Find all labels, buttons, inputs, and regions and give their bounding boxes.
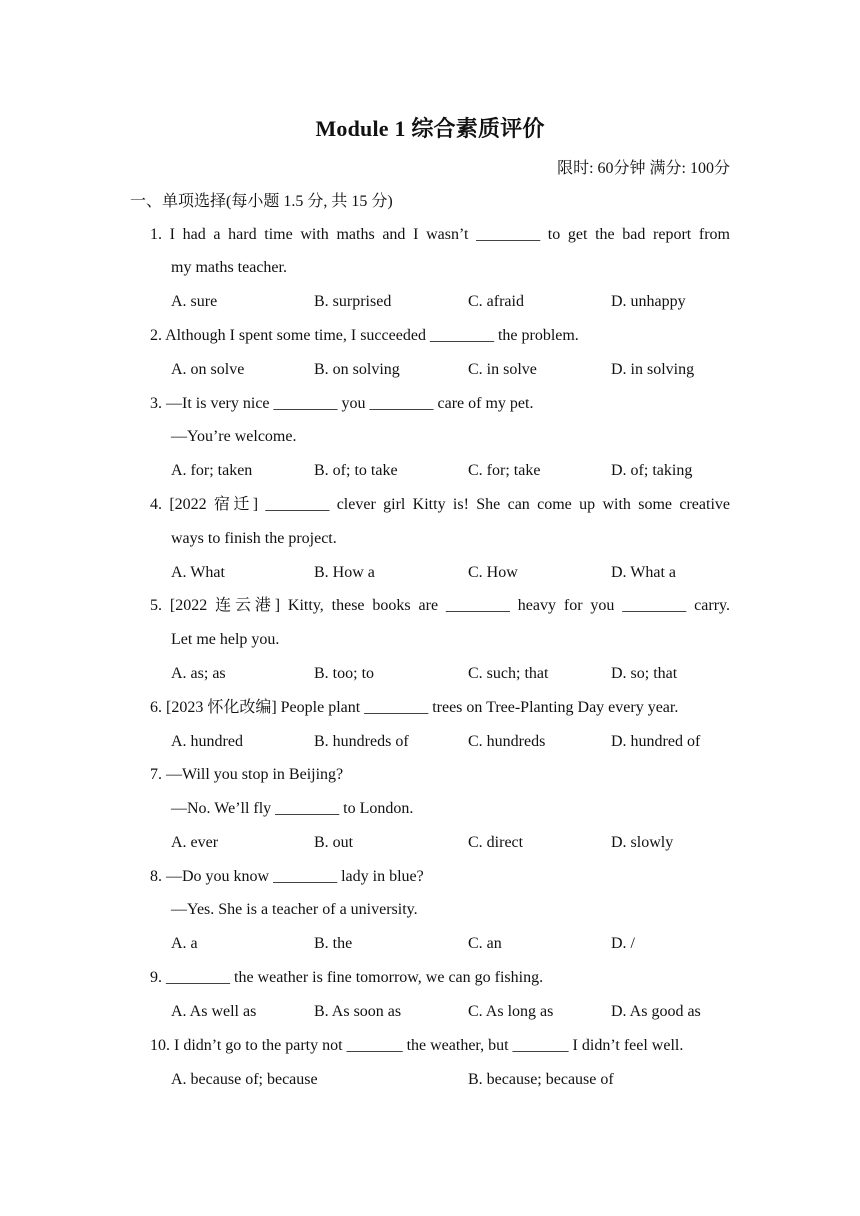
question-5-option-c[interactable]: C. such; that xyxy=(468,665,549,682)
question-4-text: 4. [2022 宿迁] ________ clever girl Kitty is! She can come up with some creative xyxy=(150,496,730,513)
question-9-option-b[interactable]: B. As soon as xyxy=(314,1003,402,1020)
question-1-option-d[interactable]: D. unhappy xyxy=(611,293,686,310)
question-2-option-b[interactable]: B. on solving xyxy=(314,361,400,378)
question-6-text: 6. [2023 怀化改编] People plant ________ trees on Tree-Planting Day every year. xyxy=(150,699,679,716)
question-1-option-c[interactable]: C. afraid xyxy=(468,293,524,310)
question-6-option-c[interactable]: C. hundreds xyxy=(468,733,546,750)
question-7-option-a[interactable]: A. ever xyxy=(171,834,219,851)
question-7-option-c[interactable]: C. direct xyxy=(468,834,524,851)
question-9-text: 9. ________ the weather is fine tomorrow, we can go fishing. xyxy=(150,969,544,986)
question-3-option-c[interactable]: C. for; take xyxy=(468,462,541,479)
question-1-option-a[interactable]: A. sure xyxy=(171,293,218,310)
question-9-option-a[interactable]: A. As well as xyxy=(171,1003,257,1020)
question-6-option-d[interactable]: D. hundred of xyxy=(611,733,701,750)
question-5-option-b[interactable]: B. too; to xyxy=(314,665,375,682)
question-8-option-b[interactable]: B. the xyxy=(314,935,353,952)
question-4-option-a[interactable]: A. What xyxy=(171,564,225,581)
question-1-option-b[interactable]: B. surprised xyxy=(314,293,392,310)
question-4-continuation: ways to finish the project. xyxy=(171,530,337,547)
question-4-option-c[interactable]: C. How xyxy=(468,564,518,581)
question-5-option-a[interactable]: A. as; as xyxy=(171,665,226,682)
time-and-score-info: 限时: 60分钟 满分: 100分 xyxy=(557,160,730,177)
question-9-option-d[interactable]: D. As good as xyxy=(611,1003,701,1020)
question-7-text: 7. —Will you stop in Beijing? xyxy=(150,766,344,783)
question-3-option-b[interactable]: B. of; to take xyxy=(314,462,398,479)
question-2-option-d[interactable]: D. in solving xyxy=(611,361,695,378)
question-3-option-a[interactable]: A. for; taken xyxy=(171,462,253,479)
question-5-option-d[interactable]: D. so; that xyxy=(611,665,678,682)
page-title: Module 1 综合素质评价 xyxy=(315,116,545,141)
question-8-option-a[interactable]: A. a xyxy=(171,935,198,952)
question-1-continuation: my maths teacher. xyxy=(171,259,287,276)
question-7-option-d[interactable]: D. slowly xyxy=(611,834,674,851)
question-5-continuation: Let me help you. xyxy=(171,631,280,648)
question-10-text: 10. I didn’t go to the party not _______ the weather, but _______ I didn’t feel well. xyxy=(150,1037,684,1054)
question-8-text: 8. —Do you know ________ lady in blue? xyxy=(150,868,424,885)
question-2-option-a[interactable]: A. on solve xyxy=(171,361,245,378)
question-2-option-c[interactable]: C. in solve xyxy=(468,361,537,378)
question-10-option-b[interactable]: B. because; because of xyxy=(468,1071,614,1088)
question-10-option-a[interactable]: A. because of; because xyxy=(171,1071,318,1088)
question-1-text: 1. I had a hard time with maths and I wasn’t ________ to get the bad report from xyxy=(150,226,730,243)
section-heading: 一、单项选择(每小题 1.5 分, 共 15 分) xyxy=(130,193,393,210)
question-8-option-d[interactable]: D. / xyxy=(611,935,635,952)
question-6-option-a[interactable]: A. hundred xyxy=(171,733,243,750)
question-3-continuation: —You’re welcome. xyxy=(171,428,297,445)
question-2-text: 2. Although I spent some time, I succeeded ________ the problem. xyxy=(150,327,579,344)
question-9-option-c[interactable]: C. As long as xyxy=(468,1003,554,1020)
question-8-continuation: —Yes. She is a teacher of a university. xyxy=(171,901,418,918)
question-4-option-b[interactable]: B. How a xyxy=(314,564,375,581)
question-7-option-b[interactable]: B. out xyxy=(314,834,354,851)
question-3-option-d[interactable]: D. of; taking xyxy=(611,462,693,479)
question-7-continuation: —No. We’ll fly ________ to London. xyxy=(171,800,414,817)
question-6-option-b[interactable]: B. hundreds of xyxy=(314,733,409,750)
question-4-option-d[interactable]: D. What a xyxy=(611,564,677,581)
question-8-option-c[interactable]: C. an xyxy=(468,935,502,952)
question-3-text: 3. —It is very nice ________ you ________ care of my pet. xyxy=(150,395,534,412)
question-5-text: 5. [2022 连云港] Kitty, these books are ________ heavy for you ________ carry. xyxy=(150,597,730,614)
